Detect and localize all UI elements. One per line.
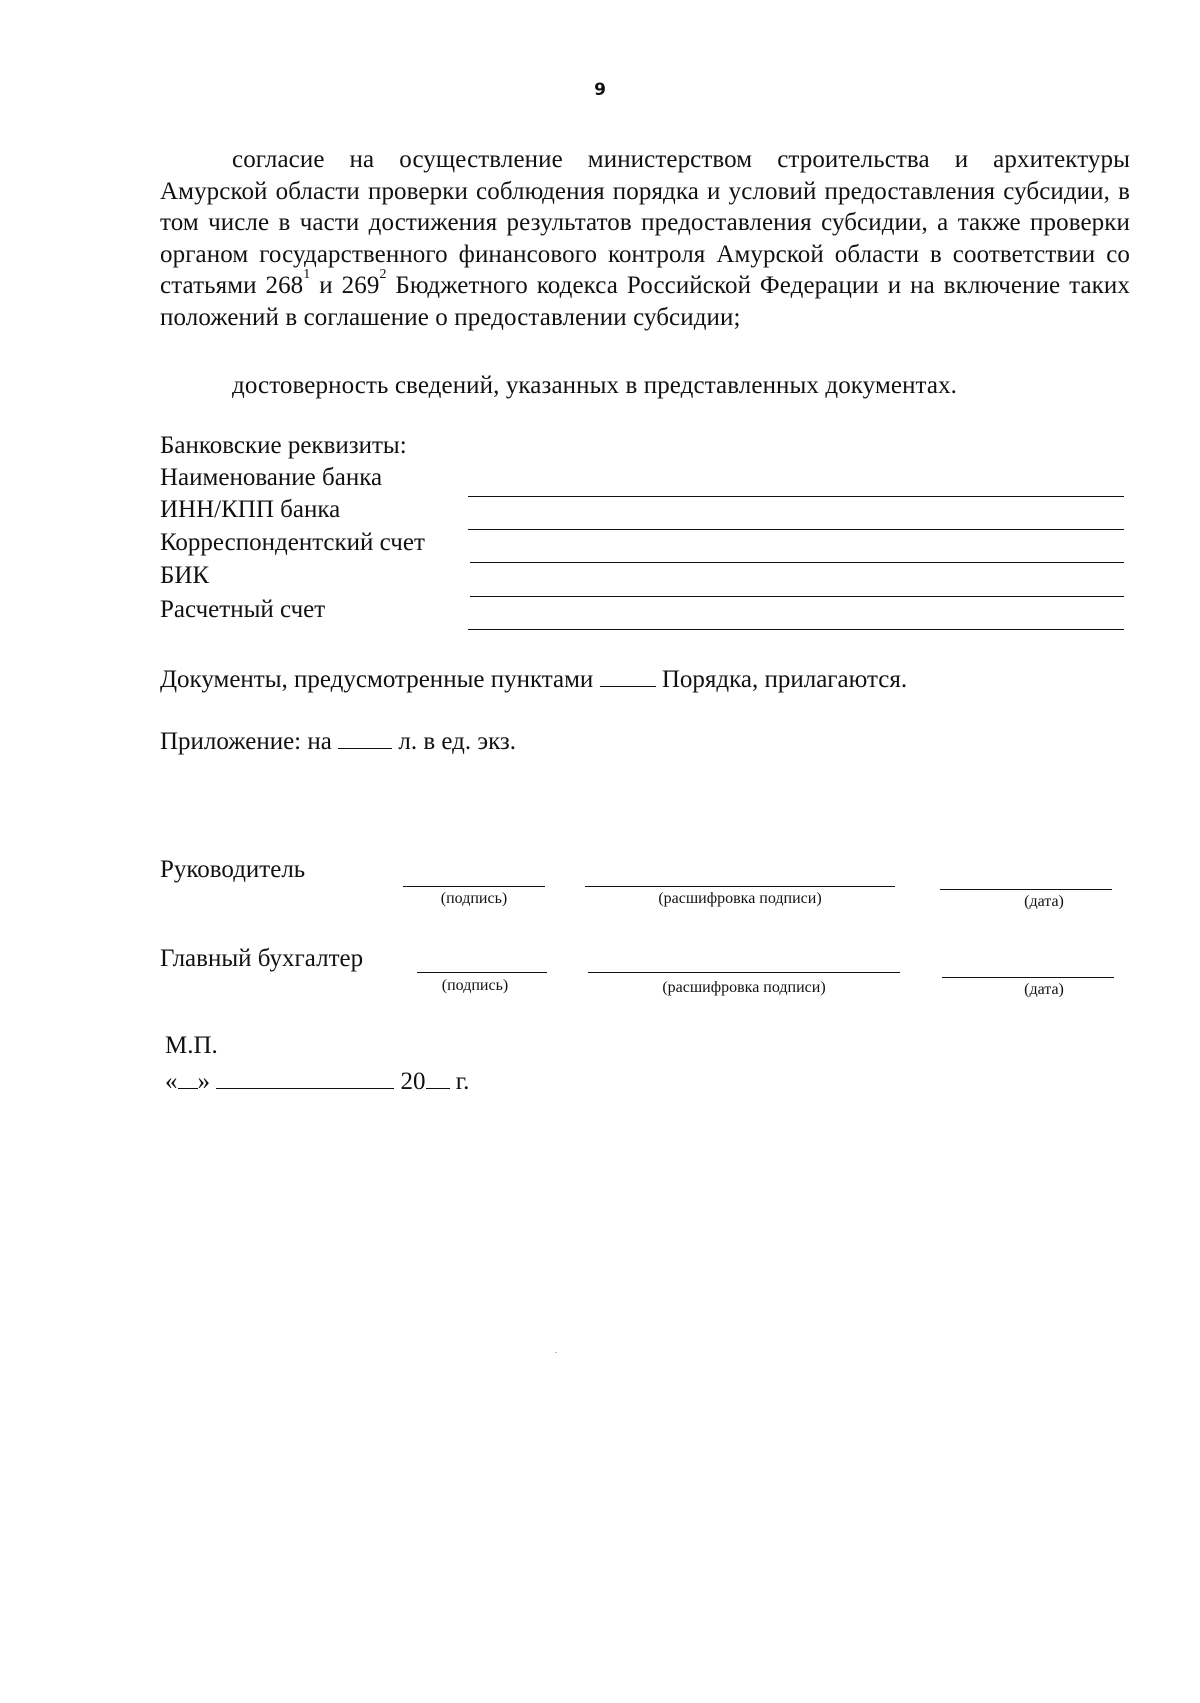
documents-line bbox=[160, 664, 907, 694]
bank-details-heading: Банковские реквизиты: bbox=[160, 432, 407, 459]
accountant-transcript-field[interactable] bbox=[588, 972, 900, 973]
documents-text-before: Документы, предусмотренные пунктами bbox=[160, 666, 594, 693]
consent-paragraph bbox=[160, 144, 1130, 333]
accountant-date-field[interactable] bbox=[942, 977, 1114, 978]
year-blank[interactable] bbox=[426, 1066, 450, 1089]
accountant-transcript-caption: (расшифровка подписи) bbox=[662, 979, 826, 996]
month-blank[interactable] bbox=[216, 1066, 394, 1089]
head-transcript-caption: (расшифровка подписи) bbox=[658, 890, 822, 907]
head-signature-field[interactable] bbox=[403, 886, 545, 887]
consent-text-part2: и 269 bbox=[310, 272, 380, 299]
inn-kpp-field[interactable] bbox=[468, 529, 1124, 530]
settlement-account-field[interactable] bbox=[468, 629, 1124, 630]
consent-text-part1: согласие на осуществление министерством строительства и архитектуры Амурской области проверки соблюдения порядка и условий предоставления субсидии, в том числе в части достижения результатов предоставления субсидии, а также проверки органом государственного финансового контроля Амурской области в соответствии со статьями 268 bbox=[160, 146, 1130, 299]
documents-text-after: Порядка, прилагаются. bbox=[661, 666, 908, 693]
chief-accountant-label: Главный бухгалтер bbox=[160, 945, 364, 972]
correspondent-account-field[interactable] bbox=[470, 562, 1124, 563]
article-superscript-2: 2 bbox=[379, 267, 387, 282]
inn-kpp-label: ИНН/КПП банка bbox=[160, 496, 341, 523]
year-suffix: г. bbox=[455, 1068, 470, 1095]
attachment-text-before: Приложение: на bbox=[160, 728, 332, 755]
head-signature-caption: (подпись) bbox=[440, 890, 508, 907]
page-number: 9 bbox=[594, 80, 606, 100]
date-close-quote: » bbox=[197, 1068, 210, 1095]
head-transcript-field[interactable] bbox=[585, 886, 895, 887]
accountant-date-caption: (дата) bbox=[1024, 981, 1064, 998]
attachment-text-after: л. в ед. экз. bbox=[398, 728, 517, 755]
correspondent-account-label: Корреспондентский счет bbox=[160, 529, 425, 556]
documents-items-blank[interactable] bbox=[600, 664, 656, 687]
consent-text-part3: Бюджетного кодекса Российской Федерации и на включение таких положений в соглашение о предоставлении субсидии; bbox=[160, 272, 1130, 331]
bank-name-label: Наименование банка bbox=[160, 464, 383, 491]
article-superscript-1: 1 bbox=[303, 267, 311, 282]
stamp-placeholder: М.П. bbox=[165, 1032, 218, 1059]
accountant-signature-field[interactable] bbox=[417, 972, 547, 973]
accountant-signature-caption: (подпись) bbox=[441, 977, 509, 994]
head-label: Руководитель bbox=[160, 856, 306, 883]
head-date-caption: (дата) bbox=[1024, 893, 1064, 910]
attachment-line bbox=[160, 726, 516, 756]
head-date-field[interactable] bbox=[940, 889, 1112, 890]
date-open-quote: « bbox=[165, 1068, 178, 1095]
bank-name-field[interactable] bbox=[468, 496, 1124, 497]
reliability-text: достоверность сведений, указанных в представленных документах. bbox=[232, 372, 958, 399]
bik-label: БИК bbox=[160, 562, 210, 589]
year-prefix: 20 bbox=[400, 1068, 426, 1095]
date-line bbox=[165, 1066, 469, 1096]
settlement-account-label: Расчетный счет bbox=[160, 596, 326, 623]
bik-field[interactable] bbox=[470, 596, 1124, 597]
scan-artifact bbox=[555, 1352, 557, 1353]
reliability-paragraph bbox=[160, 370, 1130, 402]
day-blank[interactable] bbox=[178, 1066, 198, 1089]
attachment-sheets-blank[interactable] bbox=[338, 726, 392, 749]
